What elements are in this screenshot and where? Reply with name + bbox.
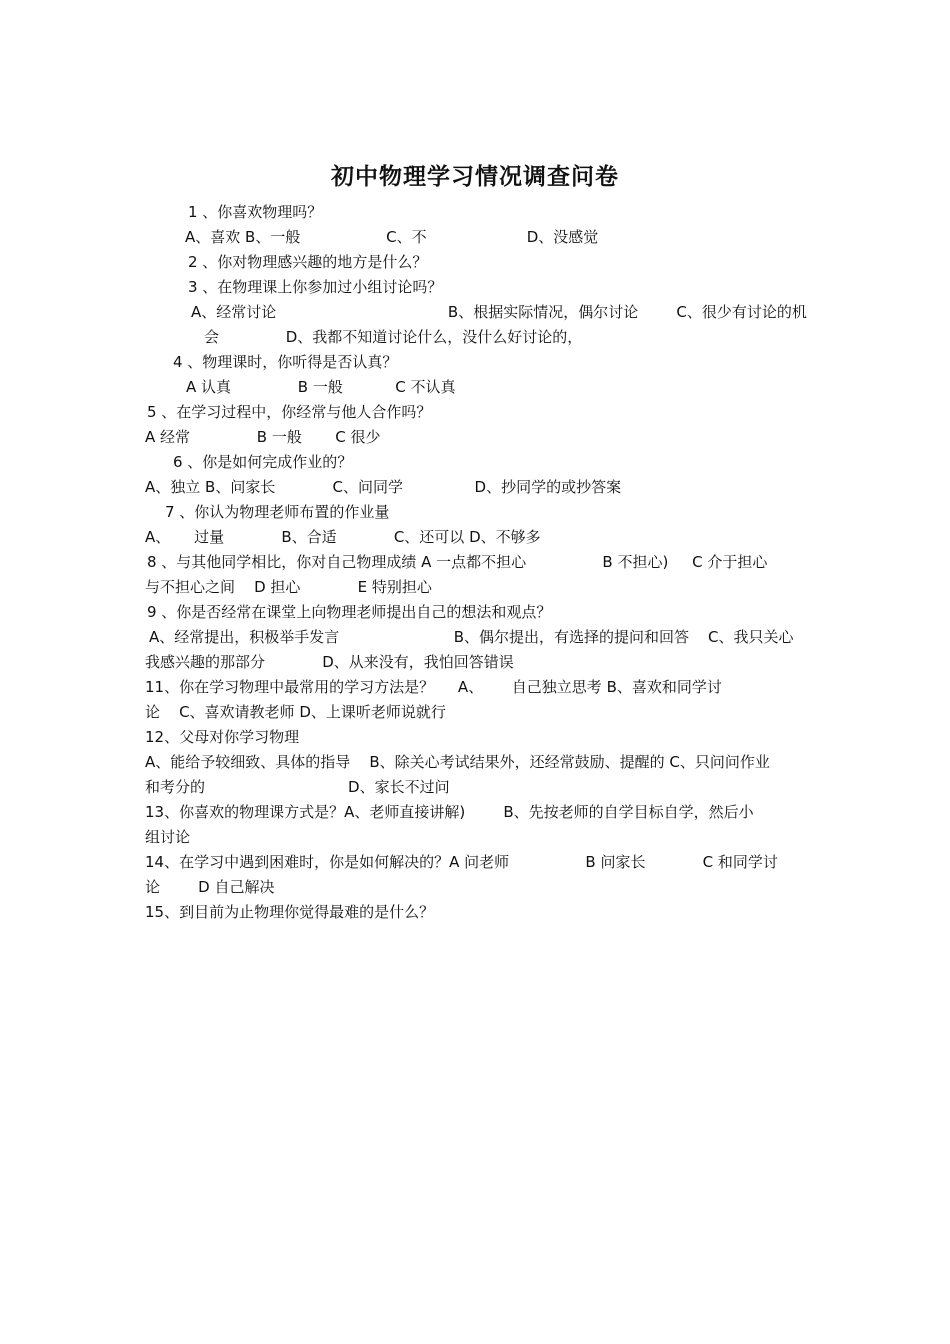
- question-11-line-2: 论 C、喜欢请教老师 D、上课听老师说就行: [145, 703, 446, 721]
- question-3: 3 、在物理课上你参加过小组讨论吗？: [188, 278, 443, 296]
- question-3-options-line-2: 会 D、我都不知道讨论什么，没什么好讨论的，: [204, 328, 583, 346]
- question-13-line-1: 13、你喜欢的物理课方式是？A、老师直接讲解) B、先按老师的自学目标自学，然后小: [145, 803, 754, 821]
- question-8-line-1: 8 、与其他同学相比，你对自己物理成绩 A 一点都不担心 B 不担心) C 介于担心: [147, 553, 768, 571]
- question-4: 4 、物理课时，你听得是否认真？: [173, 353, 398, 371]
- question-4-options: A 认真 B 一般 C 不认真: [186, 378, 456, 396]
- question-7: 7 、你认为物理老师布置的作业量: [165, 503, 390, 521]
- question-8-line-2: 与不担心之间 D 担心 E 特别担心: [145, 578, 432, 596]
- question-9: 9 、你是否经常在课堂上向物理老师提出自己的想法和观点？: [147, 603, 552, 621]
- question-5-options: A 经常 B 一般 C 很少: [145, 428, 381, 446]
- question-1-options: A、喜欢 B、一般 C、不 D、没感觉: [185, 228, 599, 246]
- question-15: 15、到目前为止物理你觉得最难的是什么？: [145, 903, 435, 921]
- question-11-line-1: 11、你在学习物理中最常用的学习方法是？ A、 自己独立思考 B、喜欢和同学讨: [145, 678, 722, 696]
- question-3-options-line-1: A、经常讨论 B、根据实际情况，偶尔讨论 C、很少有讨论的机: [191, 303, 807, 321]
- question-12-options-line-2: 和考分的 D、家长不过问: [145, 778, 450, 796]
- question-6: 6 、你是如何完成作业的？: [173, 453, 353, 471]
- question-14-line-2: 论 D 自己解决: [145, 878, 275, 896]
- question-12-options-line-1: A、能给予较细致、具体的指导 B、除关心考试结果外，还经常鼓励、提醒的 C、只问问作业: [145, 753, 770, 771]
- question-1: 1 、你喜欢物理吗？: [188, 203, 323, 221]
- question-5: 5 、在学习过程中，你经常与他人合作吗？: [147, 403, 432, 421]
- question-2: 2 、你对物理感兴趣的地方是什么？: [188, 253, 428, 271]
- question-13-line-2: 组讨论: [145, 828, 191, 846]
- question-12: 12、父母对你学习物理: [145, 728, 300, 746]
- page-title: 初中物理学习情况调查问卷: [331, 164, 619, 190]
- question-7-options: A、 过量 B、合适 C、还可以 D、不够多: [145, 528, 541, 546]
- question-9-options-line-2: 我感兴趣的那部分 D、从来没有，我怕回答错误: [145, 653, 514, 671]
- question-14-line-1: 14、在学习中遇到困难时，你是如何解决的？A 问老师 B 问家长 C 和同学讨: [145, 853, 778, 871]
- question-9-options-line-1: A、经常提出，积极举手发言 B、偶尔提出，有选择的提问和回答 C、我只关心: [149, 628, 794, 646]
- question-6-options: A、独立 B、问家长 C、问同学 D、抄同学的或抄答案: [145, 478, 622, 496]
